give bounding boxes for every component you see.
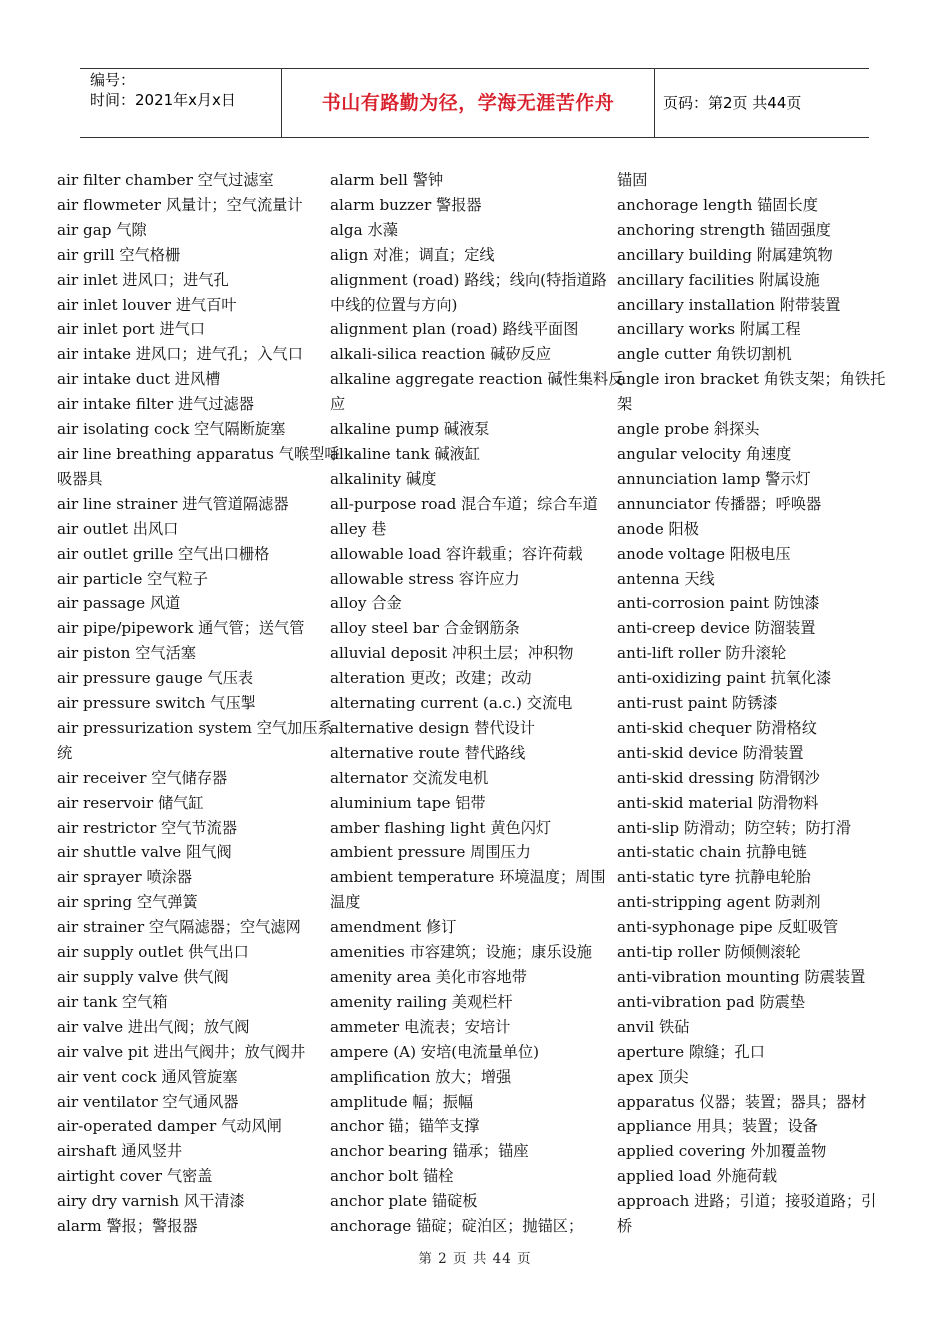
glossary-line: airtight cover 气密盖 (57, 1167, 213, 1186)
glossary-line: anchorage length 锚固长度 (617, 195, 818, 214)
glossary-line: air inlet louver 进气百叶 (57, 295, 237, 314)
glossary-line: ancillary building 附属建筑物 (617, 245, 833, 264)
glossary-line: air intake duct 进风槽 (57, 370, 221, 389)
glossary-line: air isolating cock 空气隔断旋塞 (57, 420, 286, 439)
glossary-line: anti-vibration pad 防震垫 (617, 992, 806, 1011)
glossary-line: air pressure gauge 气压表 (57, 669, 254, 688)
glossary-line: alley 巷 (330, 519, 387, 538)
glossary-line: air receiver 空气储存器 (57, 768, 228, 787)
glossary-line: air sprayer 喷涂器 (57, 868, 193, 887)
glossary-line: alarm bell 警钟 (330, 171, 444, 189)
glossary-line: 锚固 (617, 171, 648, 189)
glossary-line: air intake filter 进气过滤器 (57, 395, 254, 414)
page-header (80, 68, 869, 138)
glossary-line: annunciator 传播器；呼唤器 (617, 494, 822, 513)
glossary-line: ammeter 电流表；安培计 (330, 1017, 511, 1036)
glossary-column-1 (57, 168, 340, 1239)
header-meta-cell (80, 69, 282, 137)
header-page-info: 页码：第2页 共44页 (663, 94, 802, 112)
glossary-line: alkali-silica reaction 碱矽反应 (330, 345, 552, 364)
glossary-line: alternating current (a.c.) 交流电 (330, 694, 573, 713)
glossary-line: air line breathing apparatus 气喉型呼 (57, 444, 340, 463)
glossary-line: air passage 风道 (57, 594, 181, 613)
glossary-line: anchoring strength 锚固强度 (617, 220, 831, 239)
glossary-line: ancillary facilities 附属设施 (617, 270, 820, 289)
glossary-line: align 对准；调直；定线 (330, 245, 495, 264)
glossary-line: anode 阳极 (617, 519, 699, 538)
glossary-line: anode voltage 阳极电压 (617, 544, 791, 563)
glossary-line: air valve pit 进出气阀井；放气阀井 (57, 1042, 306, 1061)
glossary-line: 桥 (617, 1217, 633, 1236)
glossary-line: alga 水藻 (330, 220, 398, 239)
glossary-line: angle iron bracket 角铁支架；角铁托 (617, 370, 886, 389)
glossary-line: air gap 气隙 (57, 220, 147, 239)
document-number-label: 编号： (90, 71, 136, 89)
glossary-line: airy dry varnish 风干清漆 (57, 1192, 245, 1211)
glossary-line: amenity area 美化市容地带 (330, 968, 527, 986)
glossary-line: approach 进路；引道；接驳道路；引 (617, 1192, 877, 1211)
glossary-line: alarm buzzer 警报器 (330, 195, 482, 214)
glossary-line: air line strainer 进气管道隔滤器 (57, 494, 289, 513)
glossary-line: 中线的位置与方向) (330, 295, 458, 314)
glossary-line: alteration 更改；改建；改动 (330, 669, 532, 688)
glossary-line: air spring 空气弹簧 (57, 893, 198, 912)
glossary-line: air intake 进风口；进气孔；入气口 (57, 345, 303, 364)
glossary-line: alluvial deposit 冲积土层；冲积物 (330, 644, 574, 663)
glossary-line: anchorage 锚碇；碇泊区；抛锚区； (330, 1217, 584, 1236)
glossary-line: air outlet grille 空气出口栅格 (57, 544, 270, 563)
glossary-line: anti-skid device 防滑装置 (617, 743, 804, 762)
glossary-line: ancillary works 附属工程 (617, 320, 801, 339)
glossary-line: alloy steel bar 合金钢筋条 (330, 619, 520, 638)
glossary-line: anchor bearing 锚承；锚座 (330, 1142, 529, 1161)
glossary-line: anti-stripping agent 防剥剂 (617, 893, 821, 912)
glossary-line: apparatus 仪器；装置；器具；器材 (617, 1092, 867, 1111)
glossary-column-3 (617, 168, 893, 1239)
glossary-line: apex 顶尖 (617, 1067, 689, 1086)
glossary-line: anti-tip roller 防倾侧滚轮 (617, 943, 801, 962)
glossary-line: air flowmeter 风量计；空气流量计 (57, 195, 303, 214)
glossary-line: ampere (A) 安培(电流量单位) (330, 1042, 540, 1061)
glossary-line: amenities 市容建筑；设施；康乐设施 (330, 943, 592, 962)
glossary-line: alkaline tank 碱液缸 (330, 444, 481, 463)
glossary-line: anti-rust paint 防锈漆 (617, 694, 778, 713)
glossary-line: anti-static tyre 抗静电轮胎 (617, 868, 811, 887)
glossary-line: all-purpose road 混合车道；综合车道 (330, 494, 598, 513)
glossary-line: alloy 合金 (330, 594, 402, 613)
glossary-line: air pipe/pipework 通气管；送气管 (57, 619, 305, 638)
glossary-line: air restrictor 空气节流器 (57, 818, 238, 837)
glossary-column-2 (330, 168, 624, 1239)
glossary-line: anti-vibration mounting 防震装置 (617, 968, 866, 986)
glossary-line: anti-oxidizing paint 抗氧化漆 (617, 669, 832, 688)
glossary-line: angle probe 斜探头 (617, 420, 760, 439)
glossary-line: air strainer 空气隔滤器；空气滤网 (57, 918, 301, 937)
glossary-line: anvil 铁砧 (617, 1017, 690, 1036)
glossary-line: air piston 空气活塞 (57, 644, 196, 663)
glossary-line: air shuttle valve 阻气阀 (57, 843, 232, 862)
glossary-line: applied covering 外加覆盖物 (617, 1142, 827, 1161)
glossary-line: air particle 空气粒子 (57, 569, 208, 588)
glossary-line: 架 (617, 395, 633, 414)
header-motto: 书山有路勤为径，学海无涯苦作舟 (321, 92, 615, 114)
glossary-line: air valve 进出气阀；放气阀 (57, 1017, 250, 1036)
glossary-line: anti-skid chequer 防滑格纹 (617, 718, 817, 737)
glossary-line: amber flashing light 黄色闪灯 (330, 818, 552, 837)
glossary-line: alkalinity 碱度 (330, 469, 437, 488)
glossary-line: appliance 用具；装置；设备 (617, 1117, 818, 1136)
glossary-line: anti-static chain 抗静电链 (617, 843, 807, 862)
glossary-line: anchor 锚；锚竿支撑 (330, 1117, 480, 1136)
glossary-line: air supply outlet 供气出口 (57, 943, 249, 962)
glossary-line: aperture 隙缝；孔口 (617, 1042, 765, 1061)
glossary-line: alignment (road) 路线；线向(特指道路 (330, 270, 607, 289)
glossary-line: anti-slip 防滑动；防空转；防打滑 (617, 818, 852, 837)
glossary-line: amplitude 幅；振幅 (330, 1092, 474, 1111)
glossary-line: anti-syphonage pipe 反虹吸管 (617, 918, 839, 937)
glossary-line: alkaline pump 碱液泵 (330, 420, 490, 439)
glossary-line: amplification 放大；增强 (330, 1067, 512, 1086)
glossary-line: allowable load 容许载重；容许荷载 (330, 544, 583, 563)
glossary-line: anti-skid material 防滑物料 (617, 793, 819, 812)
glossary-line: ancillary installation 附带装置 (617, 295, 841, 314)
glossary-line: annunciation lamp 警示灯 (617, 469, 811, 488)
glossary-line: air tank 空气箱 (57, 992, 168, 1011)
glossary-line: air reservoir 储气缸 (57, 793, 204, 812)
header-motto-cell (282, 69, 655, 137)
glossary-line: ambient temperature 环境温度；周围 (330, 868, 606, 887)
glossary-line: alkaline aggregate reaction 碱性集料反 (330, 370, 624, 389)
glossary-line: alternative route 替代路线 (330, 743, 526, 762)
glossary-line: anti-creep device 防溜装置 (617, 619, 816, 638)
glossary-line: air inlet port 进气口 (57, 320, 206, 339)
glossary-line: 应 (330, 395, 346, 414)
glossary-line: 温度 (330, 893, 361, 912)
glossary-line: anchor plate 锚碇板 (330, 1192, 478, 1211)
glossary-line: aluminium tape 铝带 (330, 793, 486, 812)
glossary-line: ambient pressure 周围压力 (330, 843, 531, 862)
glossary-line: angular velocity 角速度 (617, 444, 792, 463)
glossary-line: allowable stress 容许应力 (330, 569, 520, 588)
header-page-cell (655, 69, 869, 137)
glossary-line: air inlet 进风口；进气孔 (57, 270, 229, 289)
glossary-line: angle cutter 角铁切割机 (617, 345, 792, 364)
glossary-line: alarm 警报；警报器 (57, 1217, 198, 1236)
glossary-line: air pressure switch 气压掣 (57, 694, 256, 713)
glossary-line: alternator 交流发电机 (330, 768, 489, 787)
glossary-line: 吸器具 (57, 469, 103, 488)
glossary-line: antenna 天线 (617, 569, 715, 588)
glossary-line: air vent cock 通风管旋塞 (57, 1067, 238, 1086)
glossary-line: air filter chamber 空气过滤室 (57, 171, 274, 189)
glossary-line: anti-lift roller 防升滚轮 (617, 644, 787, 663)
glossary-line: applied load 外施荷载 (617, 1167, 778, 1186)
glossary-line: air-operated damper 气动风闸 (57, 1117, 282, 1136)
glossary-line: 统 (57, 743, 73, 762)
glossary-line: airshaft 通风竖井 (57, 1142, 183, 1161)
glossary-line: alternative design 替代设计 (330, 718, 535, 737)
glossary-line: alignment plan (road) 路线平面图 (330, 320, 579, 339)
glossary-line: air grill 空气格栅 (57, 245, 181, 264)
glossary-line: air supply valve 供气阀 (57, 968, 229, 986)
page-footer: 第 2 页 共 44 页 (418, 1251, 532, 1267)
glossary-line: anchor bolt 锚栓 (330, 1167, 454, 1186)
glossary-line: anti-skid dressing 防滑钢沙 (617, 768, 820, 787)
glossary-line: air outlet 出风口 (57, 519, 179, 538)
glossary-line: air ventilator 空气通风器 (57, 1092, 239, 1111)
glossary-line: air pressurization system 空气加压系 (57, 718, 333, 737)
glossary-line: amenity railing 美观栏杆 (330, 992, 513, 1011)
document-date: 时间：2021年x月x日 (90, 91, 236, 109)
glossary-line: anti-corrosion paint 防蚀漆 (617, 594, 820, 613)
glossary-line: amendment 修订 (330, 918, 457, 937)
